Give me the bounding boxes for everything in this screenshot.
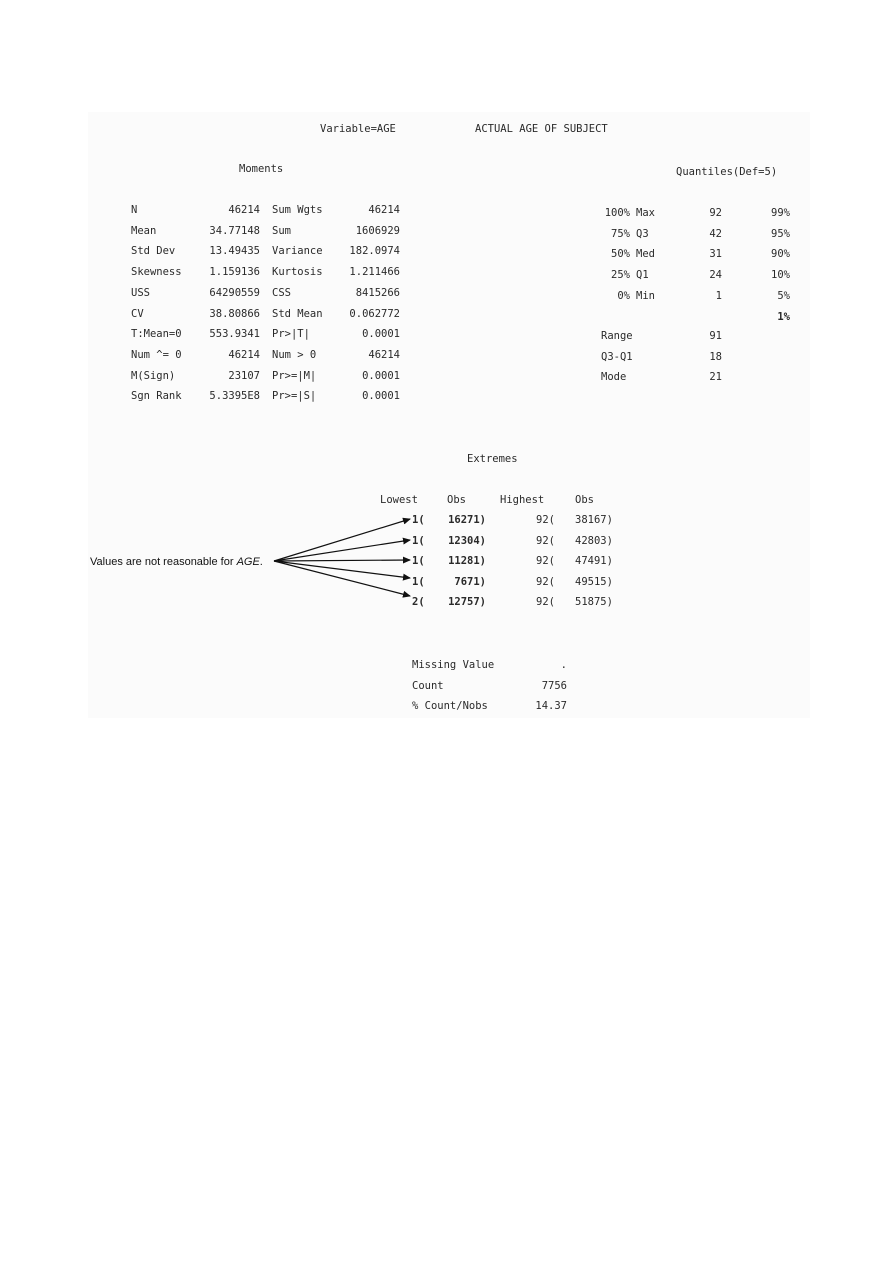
extreme-highest-value: 92( [536, 555, 555, 567]
quantile-name: Min [636, 289, 655, 302]
moments-label: Std Mean [272, 307, 323, 320]
extreme-lowest-value: 1( [412, 514, 425, 526]
extreme-highest-obs: 49515) [575, 575, 613, 588]
quantile-right-percent: 99% [771, 207, 790, 219]
moments-label: USS [131, 286, 150, 299]
quantile-percent: 0% [617, 289, 630, 302]
annotation-prefix: Values are not reasonable for [90, 556, 237, 568]
quantile-right-percent: 10% [771, 269, 790, 282]
moments-label: Std Dev [131, 245, 176, 258]
quantile-value: 24 [709, 269, 722, 282]
extreme-lowest-obs: 16271) [448, 514, 486, 526]
moments-label: Sgn Rank [131, 390, 182, 403]
quantile-percent: 75% [611, 227, 630, 240]
moments-label: Pr>|T| [272, 328, 310, 341]
moments-label: Pr>=|S| [272, 390, 317, 403]
moments-value: 0.0001 [362, 328, 400, 341]
moments-label: Variance [272, 245, 323, 258]
extremes-header-lowest: Lowest [380, 494, 418, 506]
quantile-percent: 100% [604, 207, 630, 219]
moments-label: T:Mean=0 [131, 328, 182, 341]
variable-title: Variable=AGE [320, 123, 396, 135]
extreme-highest-value: 92( [536, 534, 555, 547]
moments-value: 8415266 [355, 286, 400, 299]
arrow-to-row-3 [274, 560, 410, 561]
extreme-highest-obs: 51875) [575, 596, 613, 608]
quantile-stat-label: Mode [601, 371, 627, 384]
missing-label: Count [412, 679, 444, 692]
quantile-stat-value: 21 [709, 371, 722, 384]
quantile-stat-value: 91 [709, 330, 722, 342]
moments-value: 46214 [228, 204, 260, 216]
quantile-right-percent: 1% [777, 310, 790, 323]
moments-value: 1.159136 [209, 266, 260, 279]
quantile-value: 92 [709, 207, 722, 219]
annotation-suffix: . [259, 556, 263, 568]
moments-label: CSS [272, 286, 291, 299]
arrow-to-row-4 [274, 561, 410, 578]
quantile-value: 42 [709, 227, 722, 240]
moments-label: Num > 0 [272, 348, 317, 361]
moments-value: 46214 [368, 204, 400, 216]
moments-label: M(Sign) [131, 369, 176, 382]
extremes-header-obs-high: Obs [575, 494, 594, 506]
extreme-lowest-obs: 12304) [448, 534, 486, 547]
extreme-lowest-value: 2( [412, 596, 425, 608]
quantile-right-percent: 95% [771, 227, 790, 240]
moments-value: 182.0974 [349, 245, 400, 258]
missing-value: 14.37 [535, 700, 567, 713]
extreme-lowest-value: 1( [412, 555, 425, 567]
quantile-right-percent: 90% [771, 248, 790, 261]
variable-label: ACTUAL AGE OF SUBJECT [475, 123, 608, 135]
missing-value: 7756 [541, 679, 567, 692]
moments-value: 46214 [228, 348, 260, 361]
missing-label: Missing Value [412, 659, 495, 671]
moments-value: 553.9341 [209, 328, 260, 341]
quantile-value: 31 [709, 248, 722, 261]
arrow-to-row-1 [274, 519, 410, 561]
arrow-to-row-2 [274, 540, 410, 561]
extreme-highest-obs: 47491) [575, 555, 613, 567]
missing-value: . [560, 659, 567, 671]
moments-value: 0.0001 [362, 369, 400, 382]
extreme-highest-obs: 38167) [575, 514, 613, 526]
moments-label: CV [131, 307, 144, 320]
moments-label: Num ^= 0 [131, 348, 182, 361]
quantiles-title: Quantiles(Def=5) [676, 166, 778, 178]
extremes-header-highest: Highest [500, 494, 545, 506]
extreme-lowest-value: 1( [412, 534, 425, 547]
extreme-highest-value: 92( [536, 575, 555, 588]
extremes-header-obs: Obs [447, 494, 466, 506]
moments-value: 0.0001 [362, 390, 400, 403]
moments-value: 38.80866 [209, 307, 260, 320]
quantile-percent: 50% [611, 248, 630, 261]
quantile-name: Q1 [636, 269, 649, 282]
moments-label: Pr>=|M| [272, 369, 317, 382]
moments-value: 13.49435 [209, 245, 260, 258]
quantile-name: Med [636, 248, 655, 261]
annotation-variable: AGE [236, 556, 260, 568]
quantile-name: Max [636, 207, 655, 219]
quantile-stat-value: 18 [709, 350, 722, 363]
quantile-stat-label: Range [601, 330, 633, 342]
quantile-percent: 25% [611, 269, 630, 282]
moments-value: 64290559 [209, 286, 260, 299]
moments-title: Moments [239, 163, 284, 175]
moments-label: Mean [131, 224, 157, 237]
arrow-to-row-5 [274, 561, 410, 596]
moments-value: 1.211466 [349, 266, 400, 279]
moments-value: 5.3395E8 [209, 390, 260, 403]
missing-label: % Count/Nobs [412, 700, 488, 713]
moments-label: Sum [272, 224, 291, 237]
extreme-lowest-obs: 7671) [454, 575, 486, 588]
extreme-lowest-value: 1( [412, 575, 425, 588]
moments-value: 23107 [228, 369, 260, 382]
moments-value: 1606929 [355, 224, 400, 237]
extreme-highest-obs: 42803) [575, 534, 613, 547]
moments-value: 46214 [368, 348, 400, 361]
quantile-right-percent: 5% [777, 289, 790, 302]
extremes-title: Extremes [467, 453, 518, 465]
moments-label: N [131, 204, 138, 216]
quantile-name: Q3 [636, 227, 649, 240]
extreme-lowest-obs: 11281) [448, 555, 486, 567]
quantile-stat-label: Q3-Q1 [601, 350, 633, 363]
moments-value: 0.062772 [349, 307, 400, 320]
extreme-highest-value: 92( [536, 514, 555, 526]
moments-label: Sum Wgts [272, 204, 323, 216]
quantile-value: 1 [715, 289, 722, 302]
moments-label: Skewness [131, 266, 182, 279]
moments-label: Kurtosis [272, 266, 323, 279]
moments-value: 34.77148 [209, 224, 260, 237]
extreme-highest-value: 92( [536, 596, 555, 608]
extreme-lowest-obs: 12757) [448, 596, 486, 608]
